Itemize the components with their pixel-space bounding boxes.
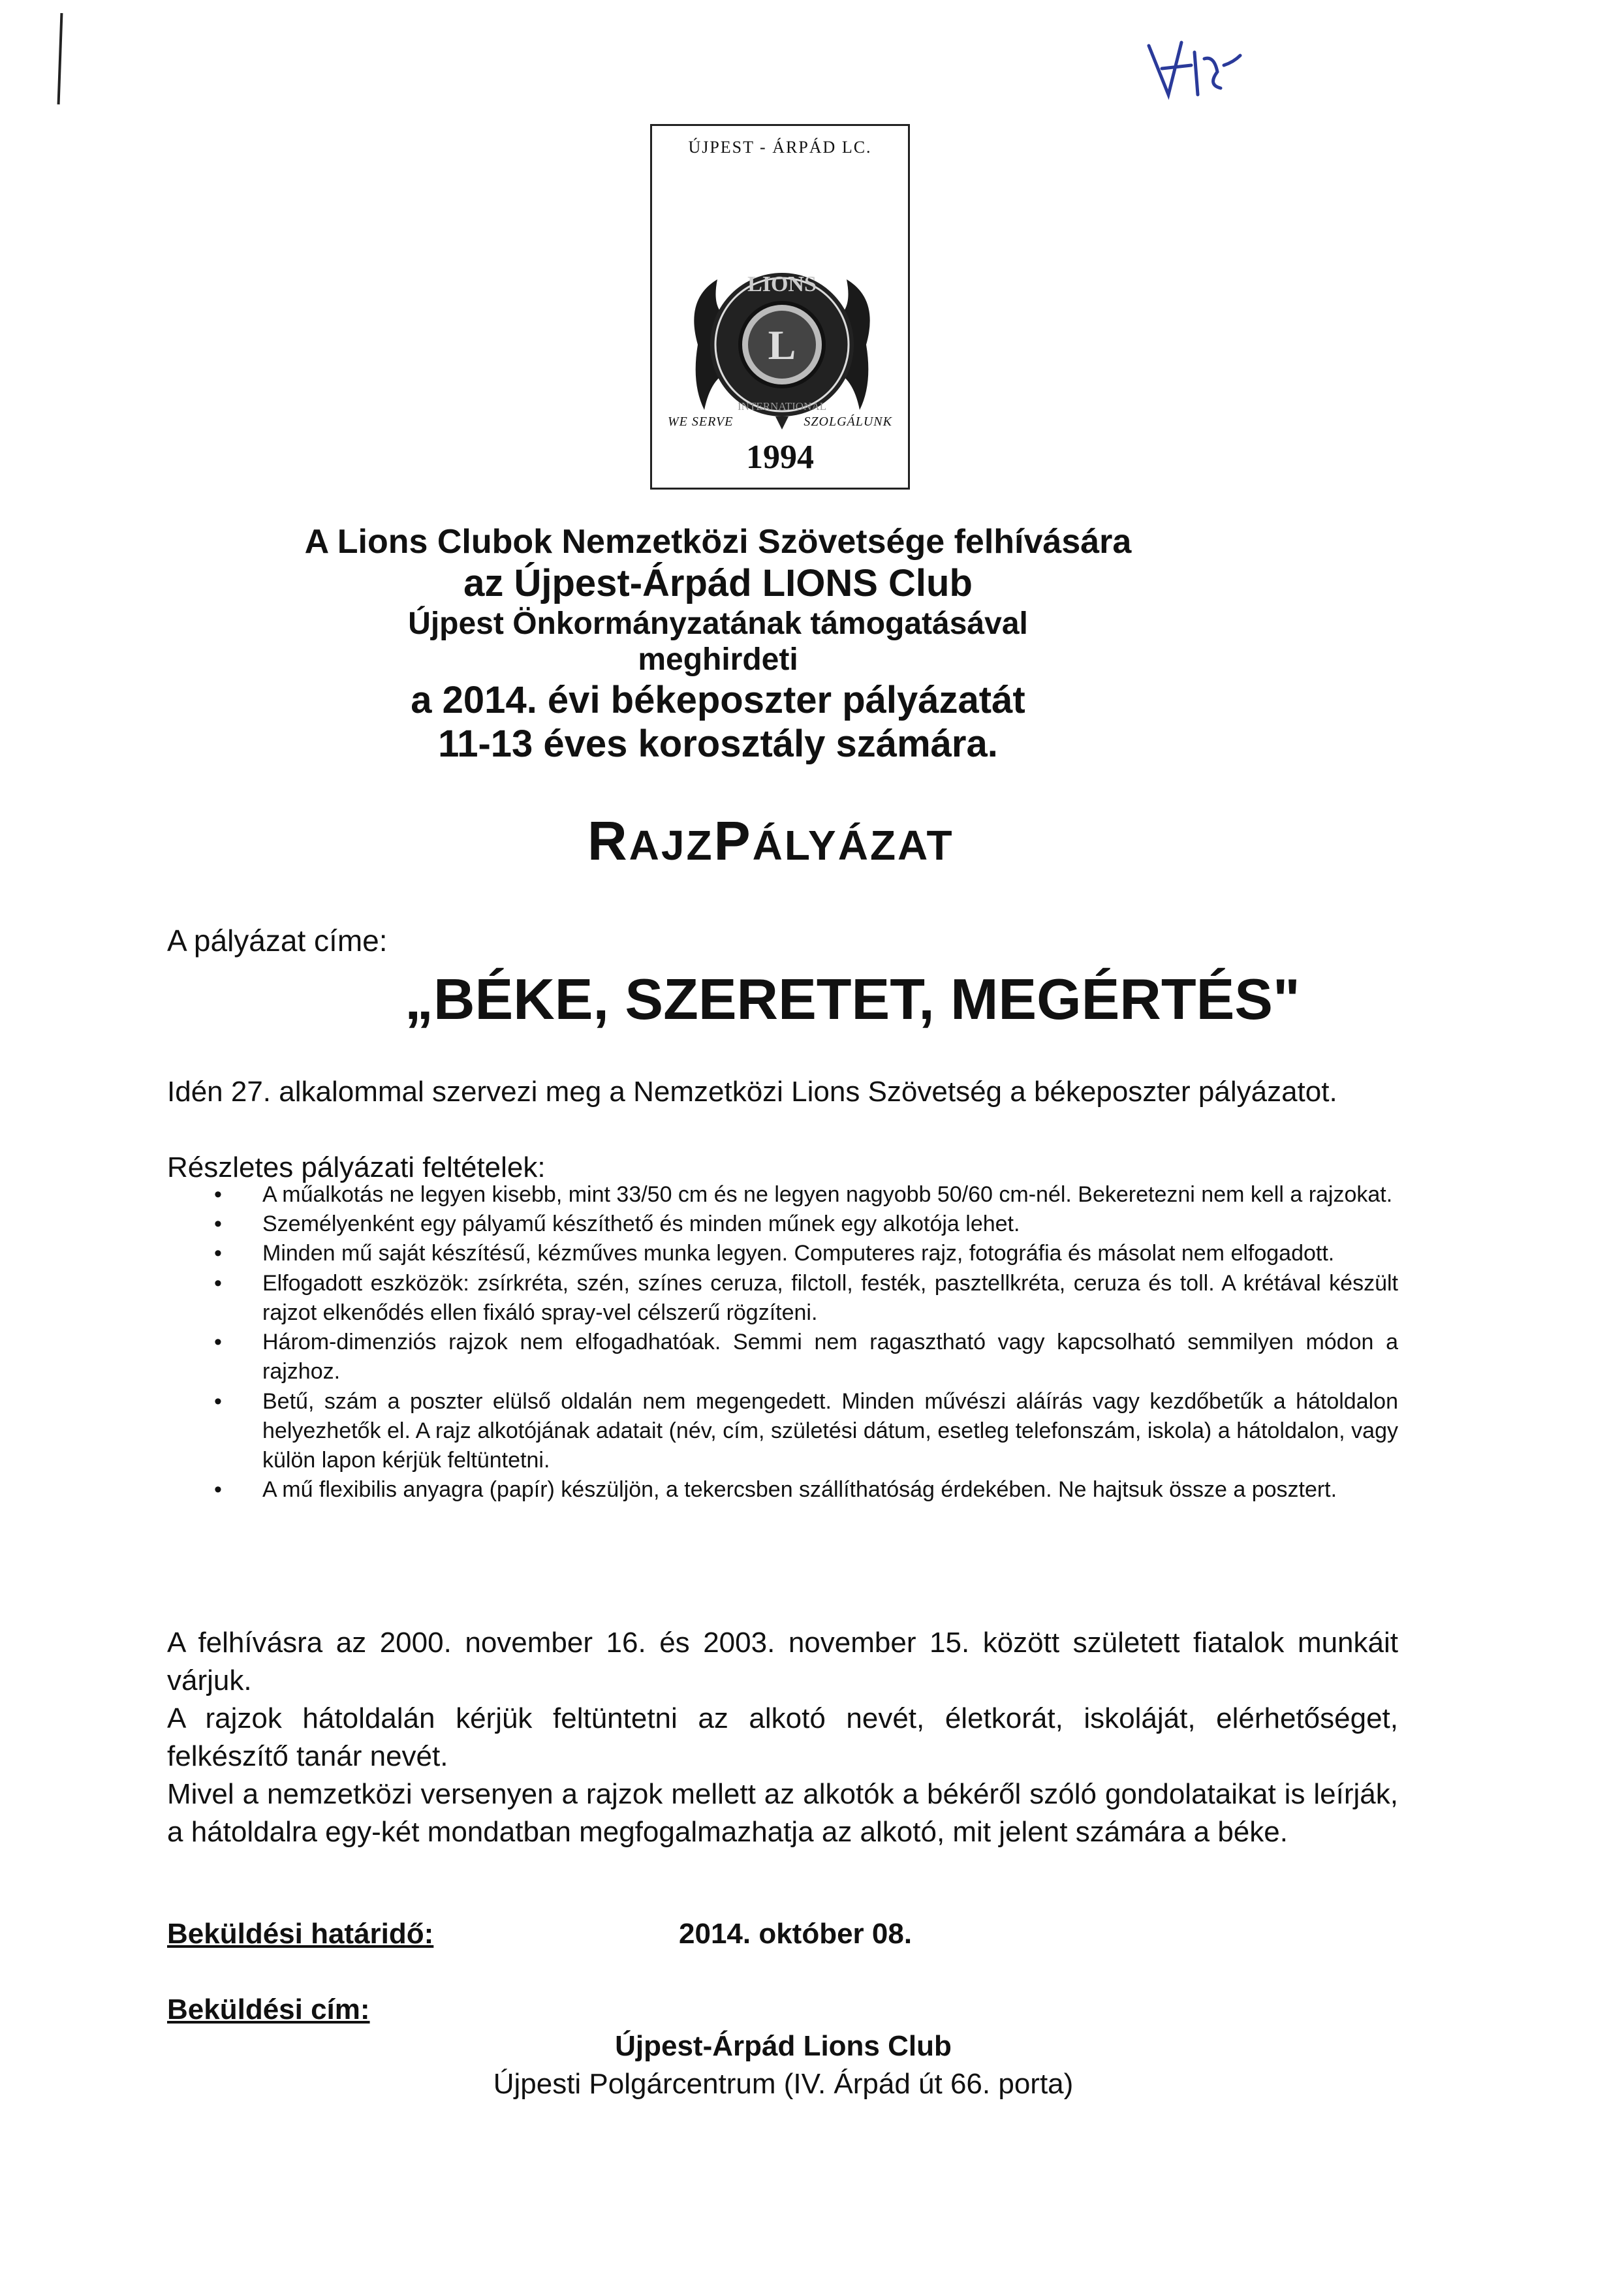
emblem-bottom-text: INTERNATIONAL	[738, 400, 826, 413]
list-item: • Minden mű saját készítésű, kézműves munka legyen. Computeres rajz, fotográfia és másolat nem elfogadott.	[206, 1239, 1398, 1268]
list-item: • Elfogadott eszközök: zsírkréta, szén, színes ceruza, filctoll, festék, pasztellkréta, ceruza és toll. A krétával készült rajzot elkenődés ellen fixáló spray-vel célszerű rögzíteni.	[206, 1269, 1398, 1328]
margin-mark	[57, 13, 63, 104]
deadline-label: Beküldési határidő:	[167, 1918, 434, 1950]
list-item: • Betű, szám a poszter elülső oldalán nem megengedett. Minden művészi aláírás vagy kezdőbetűk a hátoldalon helyezhetők el. A rajz alkotójának adatait (név, cím, születési dátum, esetleg telefonszám, iskola) a hátoldalon, vagy külön lapon kérjük feltüntetni.	[206, 1387, 1398, 1476]
logo-motto-en: WE SERVE	[668, 414, 734, 429]
list-item: • Három-dimenziós rajzok nem elfogadhatóak. Semmi nem ragasztható vagy kapcsolható semmilyen módon a rajzhoz.	[206, 1328, 1398, 1386]
logo-year: 1994	[746, 439, 814, 476]
address-label: Beküldési cím:	[167, 1993, 370, 2025]
deadline-value: 2014. október 08.	[679, 1918, 913, 1950]
competition-type-heading: RAJZPÁLYÁZAT	[587, 810, 954, 871]
announcement-header	[196, 522, 1240, 766]
body-paragraph: A felhívásra az 2000. november 16. és 2003. november 15. között született fiatalok munkáit várjuk.	[167, 1627, 1398, 1697]
list-item: • Személyenként egy pályamű készíthető és minden műnek egy alkotója lehet.	[206, 1210, 1398, 1239]
conditions-list	[206, 1180, 1398, 1505]
header-line-6: 11-13 éves korosztály számára.	[438, 723, 998, 766]
logo-motto-hu: SZOLGÁLUNK	[804, 414, 892, 429]
address-name: Újpest-Árpád Lions Club	[615, 2030, 952, 2062]
handwritten-initials	[1142, 33, 1247, 104]
body-paragraph: A rajzok hátoldalán kérjük feltüntetni az alkotó nevét, életkorát, iskoláját, elérhetőséget, felkészítő tanár nevét.	[167, 1702, 1398, 1773]
intro-text: Idén 27. alkalommal szervezi meg a Nemzetközi Lions Szövetség a békeposzter pályázatot.	[167, 1076, 1337, 1108]
title-label: A pályázat címe:	[167, 924, 388, 958]
emblem-top-text: LIONS	[747, 272, 817, 296]
header-line-4: meghirdeti	[638, 642, 798, 678]
body-text	[167, 1624, 1398, 1851]
competition-title: „BÉKE, SZERETET, MEGÉRTÉS"	[405, 967, 1300, 1031]
list-item: • A mű flexibilis anyagra (papír) készüljön, a tekercsben szállíthatóság érdekében. Ne hajtsuk össze a posztert.	[206, 1475, 1398, 1505]
list-item: • A műalkotás ne legyen kisebb, mint 33/50 cm és ne legyen nagyobb 50/60 cm-nél. Bekeretezni nem kell a rajzokat.	[206, 1180, 1398, 1210]
header-line-1: A Lions Clubok Nemzetközi Szövetsége felhívására	[304, 523, 1132, 561]
address-line: Újpesti Polgárcentrum (IV. Árpád út 66. porta)	[493, 2068, 1074, 2100]
body-paragraph: Mivel a nemzetközi versenyen a rajzok mellett az alkotók a békéről szóló gondolataikat is leírják, a hátoldalra egy-két mondatban megfogalmazhatja az alkotó, mit jelent számára a béke.	[167, 1778, 1398, 1849]
header-line-5: a 2014. évi békeposzter pályázatát	[411, 678, 1025, 721]
emblem-letter: L	[768, 322, 796, 368]
conditions-heading: Részletes pályázati feltételek:	[167, 1151, 546, 1183]
header-line-2: az Újpest-Árpád LIONS Club	[463, 562, 973, 605]
logo-club-name: ÚJPEST - ÁRPÁD LC.	[688, 138, 872, 157]
club-logo	[650, 124, 910, 490]
header-line-3: Újpest Önkormányzatának támogatásával	[408, 606, 1028, 641]
